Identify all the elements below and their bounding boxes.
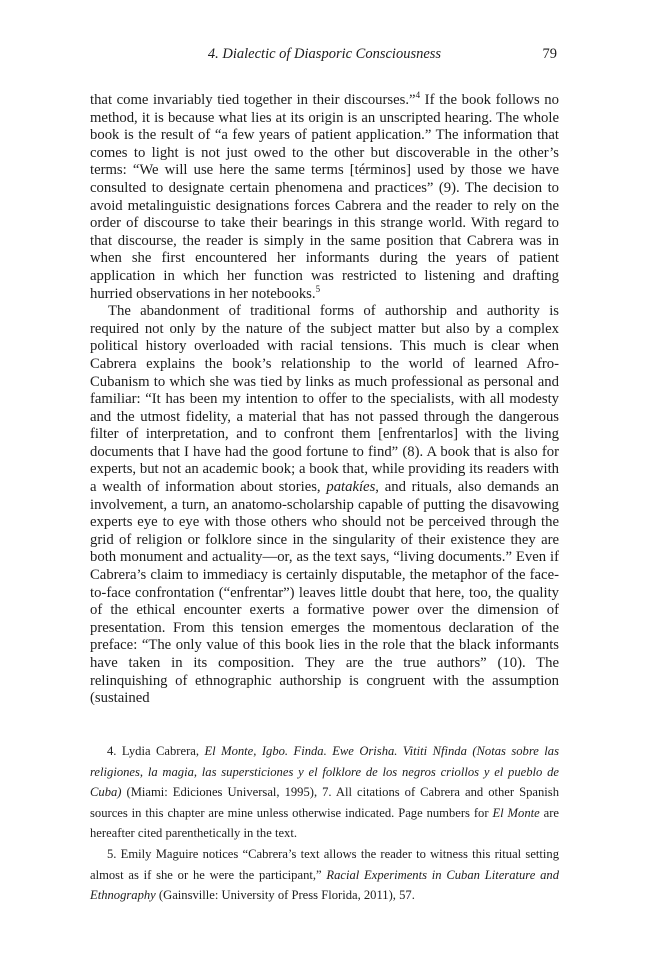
paragraph-1-text-a: that come invariably tied together in their discourses.” [90,92,416,108]
page-number: 79 [542,46,557,62]
footnotes [90,741,559,906]
footnote-5-end: (Gainsville: University of Press Florida, 2011), 57. [155,888,415,903]
footnote-4-end: are hereafter cited parenthetically in the text. [90,805,559,841]
footnote-5-title: Racial Experiments in Cuban Literature and Ethnography [90,867,559,903]
footnote-4-mid: (Miami: Ediciones Universal, 1995), 7. All citations of Cabrera and other Spanish sources in this chapter are mine unless otherwise indicated. Page numbers for [90,785,559,820]
footnote-4-title-2: El Monte [492,805,540,820]
running-head [90,46,559,66]
footnote-5 [90,844,559,906]
footnote-4-lead: 4. Lydia Cabrera, [107,744,205,758]
footnote-5-lead: 5. Emily Maguire notices “Cabrera’s text allows the reader to witness this ritual setting almost as if she or he were the participant,” [90,846,559,882]
running-title: 4. Dialectic of Diasporic Consciousness [207,46,442,62]
footnote-4-title: El Monte, Igbo. Finda. Ewe Orisha. Vititi Nfinda (Notas sobre las religiones, la magia, las supersticiones y el folklore de los negros criollos y el pueblo de Cuba) [90,744,559,800]
paragraph-2-italic-term: patakíes [326,479,376,496]
paragraph-2-text-b: , and rituals, also demands an involvement, a turn, an anatomo-scholarship capable of putting the disavowing experts eye to eye with those others who should not be perceived through the grid of religion or folklore since in the singularity of their existence they are both monument and actuality—or, as the text says, “living documents.” Even if Cabrera’s claim to immediacy is certainly disputable, the metaphor of the face-to-face confrontation (“enfrentar”) leaves little doubt that here, too, the quality of the ethical encounter exerts a formative power over the dimension of presentation. From this tension emerges the momentous declaration of the preface: “The only value of this book lies in the role that the black informants have taken in its composition. They are the true authors” (10). The relinquishing of ethnographic authorship is congruent with the assumption (sustained [90,479,559,707]
paragraph-2 [90,303,559,708]
footnote-ref-4: 4 [415,90,421,101]
paragraph-1-text-b: If the book follows no method, it is because what lies at its origin is an unscripted hearing. The whole book is the result of “a few years of patient application.” The information that comes to light is not just owed to the other but discoverable in the other’s terms: “We will use here the same terms [términos] used by those we have consulted to designate certain phenomena and practices” (9). The decision to avoid metalinguistic designations forces Cabrera and the reader to rely on the order of discourse to take their bearings in this strange world. With regard to that discourse, the reader is simply in the same position that Cabrera was in when she first encountered her informants during the years of patient application in which her function was restricted to listening and drafting hurried observations in her notebooks. [90,92,559,302]
paragraph-2-text-a: The abandonment of traditional forms of authorship and authority is required not only by the nature of the subject matter but also by a complex political history overloaded with racial tensions. This much is clear when Cabrera explains the book’s relationship to the world of learned Afro-Cubanism to which she was tied by links as much professional as personal and familiar: “It has been my intention to offer to the specialists, with all modesty and the utmost fidelity, a material that has not passed through the dangerous filter of interpretation, and to confront them [enfrentarlos] with the living documents that I have had the good fortune to find” (8). A book that is also for experts, but not an academic book; a book that, while providing its readers with a wealth of information about stories, [90,303,559,496]
paragraph-1 [90,92,559,303]
footnote-4 [90,741,559,844]
footnote-ref-5: 5 [315,283,321,294]
body-text [90,92,559,708]
